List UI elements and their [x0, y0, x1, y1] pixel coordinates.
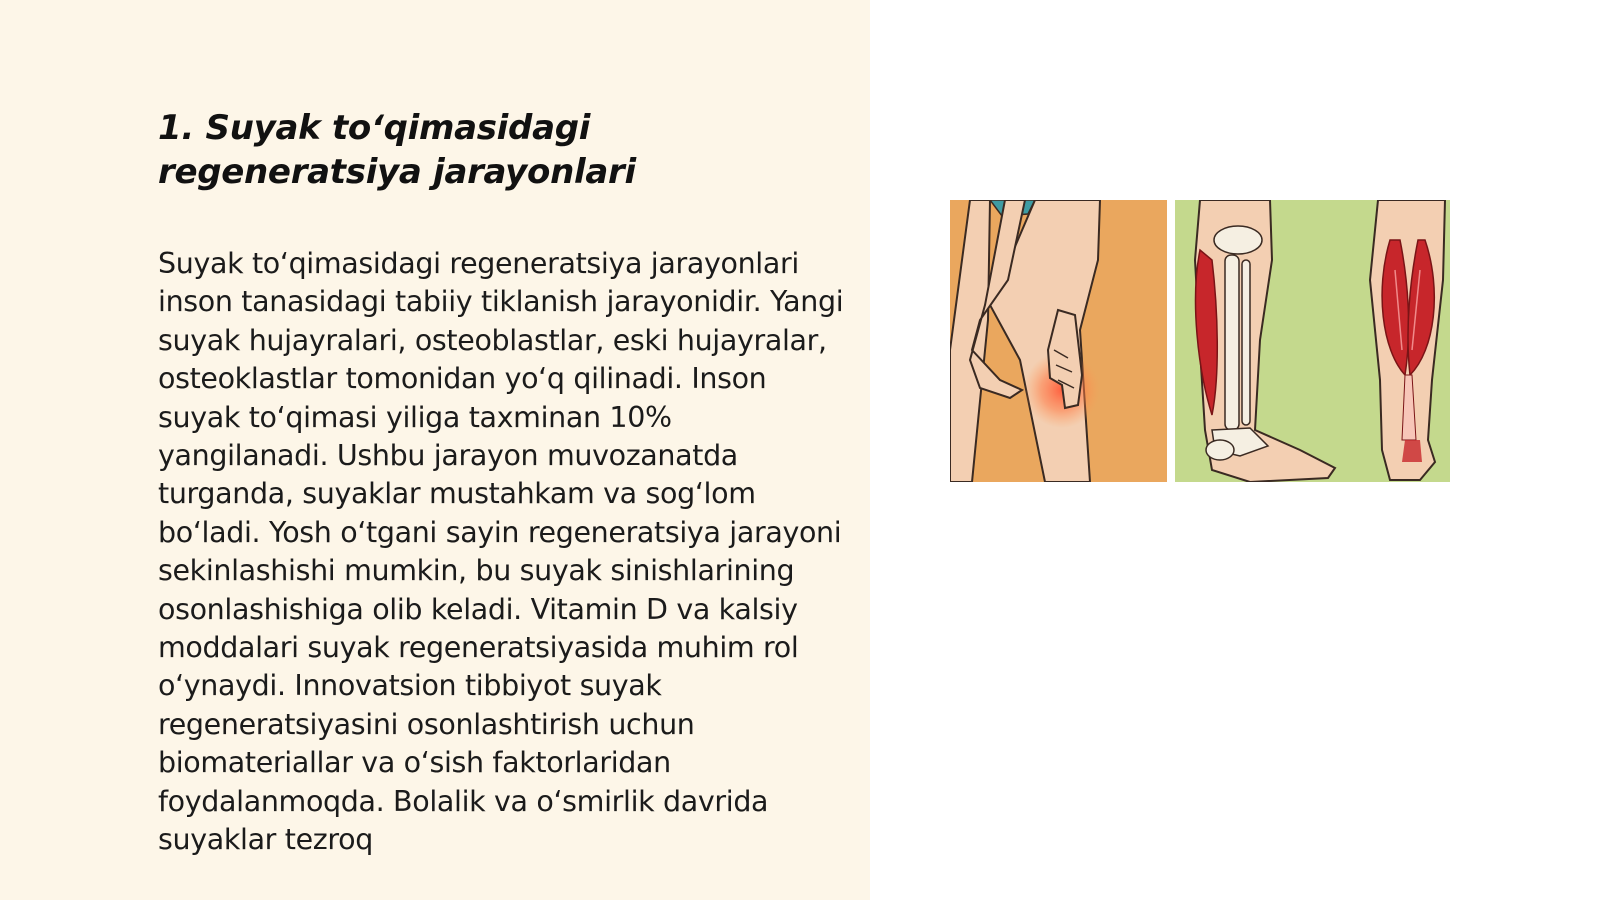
- slide-body-text: Suyak to‘qimasidagi regeneratsiya jarayonlari inson tanasidagi tabiiy tiklanish jarayonidir. Yangi suyak hujayralari, osteoblastlar, eski hujayralar, osteoklastlar tomonidan yo‘q qilinadi. Inson suyak to‘qimasi yiliga taxminan 10% yangilanadi. Ushbu jarayon muvozanatda turganda, suyaklar mustahkam va sog‘lom bo‘ladi. Yosh o‘tgani sayin regeneratsiya jarayoni sekinlashishi mumkin, bu suyak sinishlarining osonlashishiga olib keladi. Vitamin D va kalsiy moddalari suyak regeneratsiyasida muhim rol o‘ynaydi. Innovatsion tibbiyot suyak regeneratsiyasini osonlashtirish uchun biomateriallar va o‘sish faktorlaridan foydalanmoqda. Bolalik va o‘smirlik davrida suyaklar tezroq: [158, 247, 844, 857]
- leg-anatomy-panel: [1175, 200, 1450, 482]
- slide-title: 1. Suyak to‘qimasidagi regeneratsiya jarayonlari: [158, 108, 636, 192]
- leg-muscle-illustration: [950, 200, 1450, 482]
- leg-illustration-svg: [950, 200, 1450, 482]
- knee-pain-panel: [950, 200, 1167, 482]
